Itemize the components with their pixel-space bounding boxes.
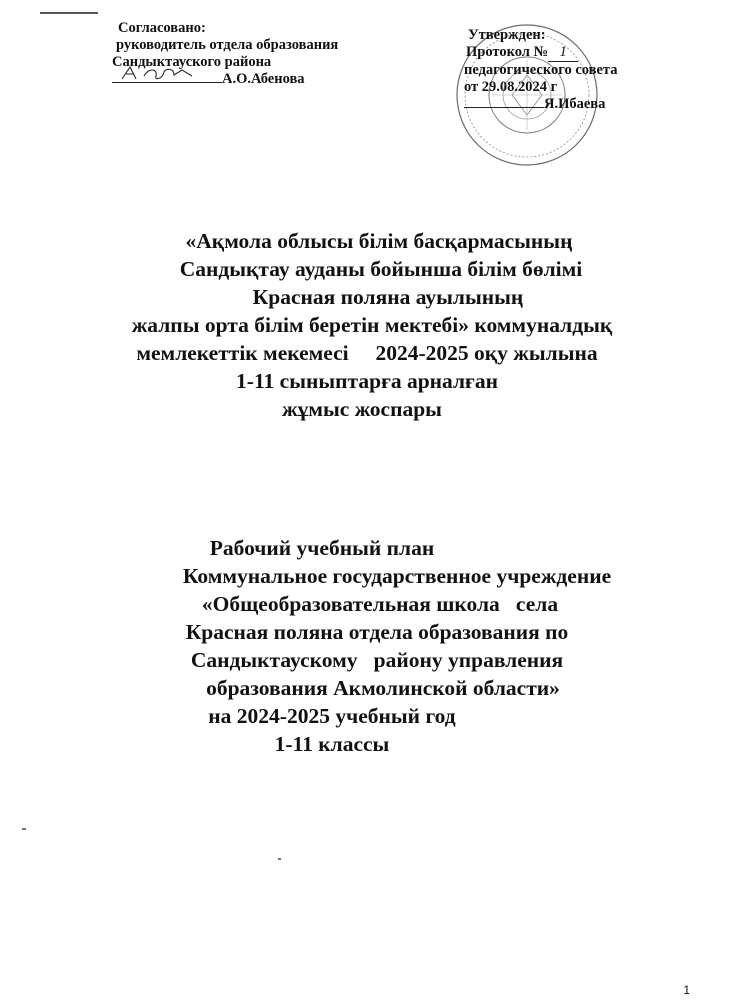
approval-approved-heading: Утвержден: [468, 27, 546, 43]
russian-title-line: Сандыктаускому району управления [190, 648, 564, 672]
russian-title-line: на 2024-2025 учебный год [208, 704, 456, 728]
handwritten-signature [118, 64, 198, 82]
russian-title-line: образования Акмолинской области» [206, 676, 560, 700]
approval-agreed-signature-row [112, 71, 338, 88]
scan-artifact [40, 12, 98, 14]
approval-approved-protocol-row [464, 44, 617, 62]
kazakh-title-line: жұмыс жоспары [282, 397, 442, 421]
scan-speck [22, 828, 26, 830]
scan-speck [278, 858, 281, 860]
approval-agreed-heading: Согласовано: [118, 20, 206, 36]
kazakh-title-line: мемлекеттік мекемесі 2024-2025 оқу жылына [136, 341, 598, 365]
approval-approved-block [464, 27, 617, 113]
kazakh-title-line: жалпы орта білім беретін мектебі» коммуналдық [131, 313, 613, 337]
russian-title-line: 1-11 классы [274, 732, 390, 756]
protocol-number-line [548, 44, 578, 62]
russian-title-line: «Общеобразовательная школа села [201, 592, 559, 616]
approval-agreed-position: руководитель отдела образования [116, 37, 339, 53]
approval-agreed-block [112, 20, 338, 88]
approval-agreed-signer: А.О.Абенова [222, 71, 305, 87]
kazakh-title-line: 1-11 сыныптарға арналған [236, 369, 498, 393]
russian-title-line: Рабочий учебный план [209, 536, 435, 560]
approval-approved-date: от 29.08.2024 г [464, 79, 558, 95]
russian-title-block [0, 534, 734, 758]
russian-title-line: Красная поляна отдела образования по [185, 620, 569, 644]
approval-approved-signature-row [464, 96, 617, 113]
approval-approved-council: педагогического совета [464, 62, 618, 78]
page-number: 1 [683, 983, 690, 997]
russian-title-line: Коммунальное государственное учреждение [182, 564, 612, 588]
signature-line [112, 82, 222, 83]
kazakh-title-line: Сандықтау ауданы бойынша білім бөлімі [179, 257, 583, 281]
approval-agreed-district: Сандыктауского района [112, 54, 272, 70]
approval-approved-signer: Я.Ибаева [544, 96, 606, 112]
kazakh-title-line: Красная поляна ауылының [252, 285, 524, 309]
protocol-number: 1 [559, 44, 567, 60]
kazakh-title-line: «Ақмола облысы білім басқармасының [185, 229, 573, 253]
signature-line [464, 107, 544, 108]
approval-protocol-label: Протокол № [466, 44, 549, 60]
kazakh-title-block [0, 227, 734, 423]
